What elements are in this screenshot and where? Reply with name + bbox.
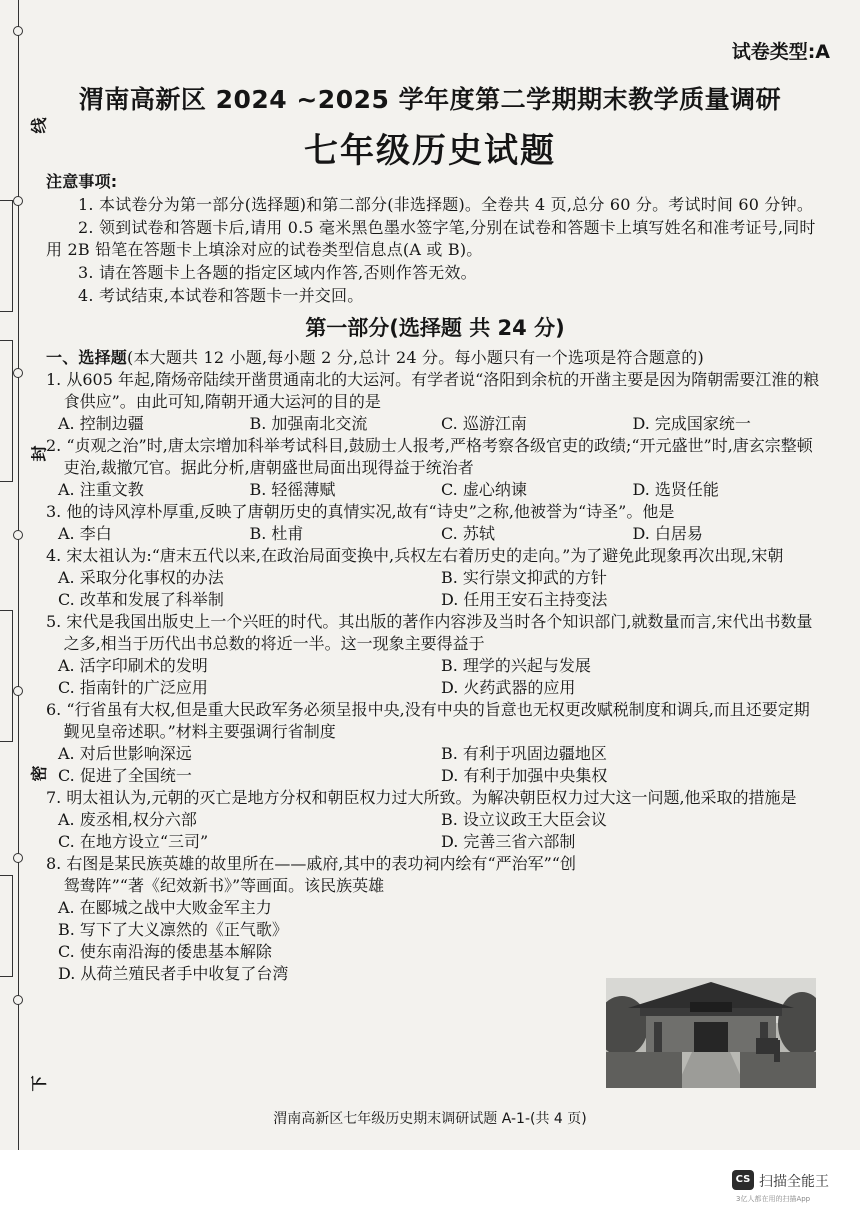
question-stem: 6. “行省虽有大权,但是重大民政军务必须呈报中央,没有中央的旨意也无权更改赋税制度和调兵,而且还要定期觐见皇帝述职。”材料主要强调行省制度 xyxy=(46,700,810,741)
option: B. 加强南北交流 xyxy=(249,414,368,433)
notice-section xyxy=(46,171,824,307)
option: C. 苏轼 xyxy=(441,524,495,543)
option: C. 虚心纳谏 xyxy=(441,480,527,499)
binding-hole xyxy=(13,686,23,696)
option: D. 火药武器的应用 xyxy=(441,678,576,697)
question-options xyxy=(46,523,824,545)
option: D. 白居易 xyxy=(632,524,703,543)
section-heading xyxy=(46,347,824,369)
question-options xyxy=(46,413,824,435)
binding-hole xyxy=(13,196,23,206)
option: B. 设立议政王大臣会议 xyxy=(441,810,607,829)
question-stem: 3. 他的诗风淳朴厚重,反映了唐朝历史的真情实况,故有“诗史”之称,他被誉为“诗圣”。他是 xyxy=(46,502,675,521)
option: B. 理学的兴起与发展 xyxy=(441,656,591,675)
option: D. 选贤任能 xyxy=(632,480,719,499)
binding-hole xyxy=(13,530,23,540)
question-stem: 2. “贞观之治”时,唐太宗增加科举考试科目,鼓励士人报考,严格考察各级官吏的政绩;“开元盛世”时,唐玄宗整顿吏治,裁撤冗官。据此分析,唐朝盛世局面出现得益于统治者 xyxy=(46,436,813,477)
binding-char-mi: 密 xyxy=(29,765,49,782)
option: D. 从荷兰殖民者手中收复了台湾 xyxy=(58,964,289,983)
question-stem: 8. 右图是某民族英雄的故里所在——戚府,其中的表功祠内绘有“严治军”“创鸳鸯阵”“著《纪效新书》”等画面。该民族英雄 xyxy=(46,854,576,895)
question-options xyxy=(46,743,824,787)
question-options xyxy=(46,479,824,501)
option: A. 废丞相,权分六部 xyxy=(58,810,197,829)
option: A. 李白 xyxy=(58,524,112,543)
scanner-tagline: 3亿人都在用的扫描App xyxy=(736,1195,811,1203)
question-options xyxy=(46,809,824,853)
question-stem: 5. 宋代是我国出版史上一个兴旺的时代。其出版的著作内容涉及当时各个知识部门,就数量而言,宋代出书数量之多,相当于历代出书总数的将近一半。这一现象主要得益于 xyxy=(46,612,813,653)
option: A. 控制边疆 xyxy=(58,414,144,433)
question-options xyxy=(46,897,586,985)
binding-hole xyxy=(13,995,23,1005)
section-description: (本大题共 12 小题,每小题 2 分,总计 24 分。每小题只有一个选项是符合题意的) xyxy=(127,348,704,367)
question xyxy=(46,501,824,545)
question xyxy=(46,611,824,699)
option: B. 实行崇文抑武的方针 xyxy=(441,568,607,587)
section-title: 一、选择题 xyxy=(46,348,128,367)
question xyxy=(46,435,824,501)
question-stem: 7. 明太祖认为,元朝的灭亡是地方分权和朝臣权力过大所致。为解决朝臣权力过大这一问题,他采取的措施是 xyxy=(46,788,797,807)
paper-type-label: 试卷类型:A xyxy=(731,41,830,63)
exam-content xyxy=(46,170,824,985)
exam-title: 渭南高新区 2024 ~2025 学年度第二学期期末教学质量调研 xyxy=(78,85,782,114)
question xyxy=(46,545,824,611)
building-illustration xyxy=(606,978,816,1088)
notice-item: 3. 请在答题卡上各题的指定区域内作答,否则作答无效。 xyxy=(78,263,477,282)
exam-subject-title: 七年级历史试题 xyxy=(304,131,556,171)
question-options xyxy=(46,655,824,699)
margin-box xyxy=(0,200,13,312)
margin-box xyxy=(0,340,13,482)
option: C. 使东南沿海的倭患基本解除 xyxy=(58,942,272,961)
scanner-watermark xyxy=(732,1166,842,1206)
question xyxy=(46,369,824,435)
option: A. 在郾城之战中大败金军主力 xyxy=(58,898,272,917)
question-options xyxy=(46,567,824,611)
page-footer: 渭南高新区七年级历史期末调研试题 A-1-(共 4 页) xyxy=(273,1111,587,1127)
binding-hole xyxy=(13,26,23,36)
option: B. 轻徭薄赋 xyxy=(249,480,336,499)
camscanner-logo-icon: CS xyxy=(732,1170,754,1190)
option: B. 写下了大义凛然的《正气歌》 xyxy=(58,920,288,939)
scanner-app-name: 扫描全能王 xyxy=(759,1174,829,1190)
part-heading: 第一部分(选择题 共 24 分) xyxy=(305,316,565,340)
option: C. 改革和发展了科举制 xyxy=(58,590,224,609)
option: C. 促进了全国统一 xyxy=(58,766,192,785)
question xyxy=(46,853,586,985)
option: B. 杜甫 xyxy=(249,524,304,543)
option: D. 完成国家统一 xyxy=(632,414,751,433)
option: B. 有利于巩固边疆地区 xyxy=(441,744,607,763)
question xyxy=(46,787,824,853)
option: A. 采取分化事权的办法 xyxy=(58,568,224,587)
margin-box xyxy=(0,875,13,977)
option: C. 在地方设立“三司” xyxy=(58,832,209,851)
binding-hole xyxy=(13,368,23,378)
binding-char-xia: 下 xyxy=(29,1075,49,1092)
option: D. 有利于加强中央集权 xyxy=(441,766,608,785)
option: A. 对后世影响深远 xyxy=(58,744,192,763)
option: D. 完善三省六部制 xyxy=(441,832,576,851)
option: D. 任用王安石主持变法 xyxy=(441,590,608,609)
binding-line xyxy=(18,0,19,1150)
option: C. 巡游江南 xyxy=(441,414,527,433)
notice-heading: 注意事项: xyxy=(46,172,118,191)
notice-item: 4. 考试结束,本试卷和答题卡一并交回。 xyxy=(78,286,364,305)
binding-hole xyxy=(13,853,23,863)
option: C. 指南针的广泛应用 xyxy=(58,678,208,697)
notice-item: 2. 领到试卷和答题卡后,请用 0.5 毫米黑色墨水签字笔,分别在试卷和答题卡上填写姓名和准考证号,同时用 2B 铅笔在答题卡上填涂对应的试卷类型信息点(A 或 B)。 xyxy=(46,218,816,259)
option: A. 活字印刷术的发明 xyxy=(58,656,208,675)
question-stem: 4. 宋太祖认为:“唐末五代以来,在政治局面变换中,兵权左右着历史的走向。”为了避免此现象再次出现,宋朝 xyxy=(46,546,784,565)
notice-item: 1. 本试卷分为第一部分(选择题)和第二部分(非选择题)。全卷共 4 页,总分 60 分。考试时间 60 分钟。 xyxy=(78,195,814,214)
binding-char-feng: 封 xyxy=(29,445,49,462)
qi-residence-photo xyxy=(606,978,816,1088)
question-stem: 1. 从605 年起,隋炀帝陆续开凿贯通南北的大运河。有学者说“洛阳到余杭的开凿主要是因为隋朝需要江淮的粮食供应”。由此可知,隋朝开通大运河的目的是 xyxy=(46,370,820,411)
option: A. 注重文教 xyxy=(58,480,144,499)
margin-box xyxy=(0,610,13,742)
question xyxy=(46,699,824,787)
binding-char-xian: 线 xyxy=(29,117,49,134)
